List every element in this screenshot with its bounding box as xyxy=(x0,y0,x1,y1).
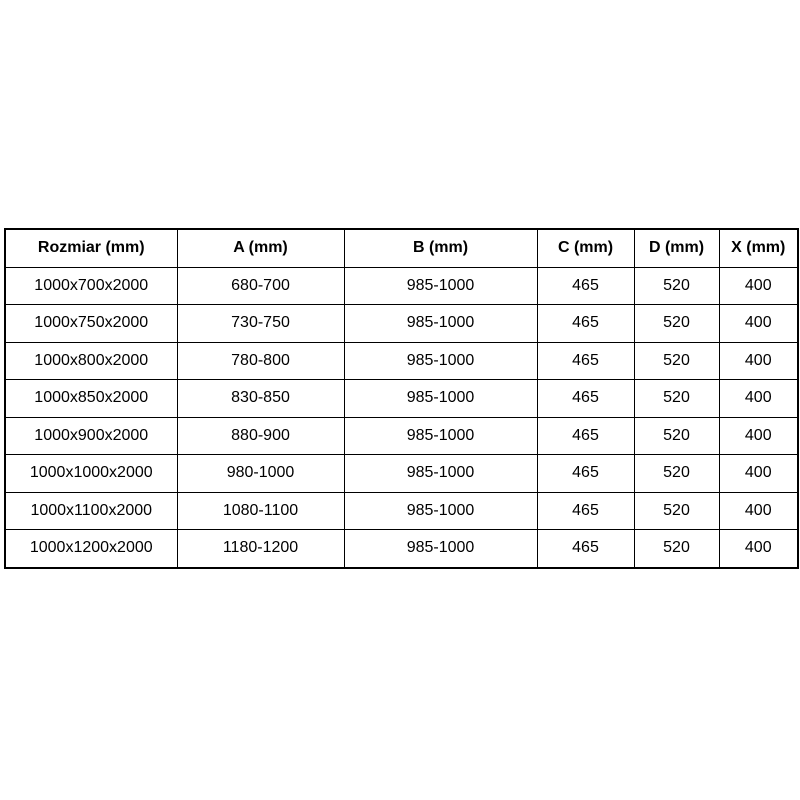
cell-c: 465 xyxy=(537,267,634,305)
cell-a: 680-700 xyxy=(177,267,344,305)
cell-b: 985-1000 xyxy=(344,492,537,530)
cell-x: 400 xyxy=(719,342,798,380)
cell-d: 520 xyxy=(634,305,719,343)
table-row xyxy=(5,380,798,418)
column-header-x: X (mm) xyxy=(719,229,798,267)
cell-d: 520 xyxy=(634,417,719,455)
cell-b: 985-1000 xyxy=(344,380,537,418)
cell-a: 1080-1100 xyxy=(177,492,344,530)
table-row xyxy=(5,455,798,493)
cell-d: 520 xyxy=(634,267,719,305)
cell-rozmiar: 1000x750x2000 xyxy=(5,305,177,343)
column-header-b: B (mm) xyxy=(344,229,537,267)
table-row xyxy=(5,530,798,568)
cell-a: 830-850 xyxy=(177,380,344,418)
cell-x: 400 xyxy=(719,492,798,530)
cell-b: 985-1000 xyxy=(344,417,537,455)
cell-x: 400 xyxy=(719,267,798,305)
table-row xyxy=(5,267,798,305)
cell-c: 465 xyxy=(537,342,634,380)
cell-a: 780-800 xyxy=(177,342,344,380)
cell-x: 400 xyxy=(719,417,798,455)
cell-d: 520 xyxy=(634,342,719,380)
table-row xyxy=(5,305,798,343)
cell-rozmiar: 1000x700x2000 xyxy=(5,267,177,305)
cell-a: 1180-1200 xyxy=(177,530,344,568)
cell-rozmiar: 1000x1000x2000 xyxy=(5,455,177,493)
cell-b: 985-1000 xyxy=(344,342,537,380)
table-header-row xyxy=(5,229,798,267)
table-row xyxy=(5,417,798,455)
cell-b: 985-1000 xyxy=(344,305,537,343)
cell-d: 520 xyxy=(634,455,719,493)
cell-rozmiar: 1000x1200x2000 xyxy=(5,530,177,568)
cell-d: 520 xyxy=(634,530,719,568)
cell-c: 465 xyxy=(537,305,634,343)
cell-c: 465 xyxy=(537,530,634,568)
cell-x: 400 xyxy=(719,530,798,568)
size-specification-table xyxy=(4,228,799,569)
cell-b: 985-1000 xyxy=(344,455,537,493)
cell-b: 985-1000 xyxy=(344,530,537,568)
column-header-c: C (mm) xyxy=(537,229,634,267)
cell-x: 400 xyxy=(719,305,798,343)
cell-x: 400 xyxy=(719,380,798,418)
column-header-a: A (mm) xyxy=(177,229,344,267)
cell-rozmiar: 1000x900x2000 xyxy=(5,417,177,455)
table-row xyxy=(5,492,798,530)
column-header-d: D (mm) xyxy=(634,229,719,267)
cell-rozmiar: 1000x1100x2000 xyxy=(5,492,177,530)
cell-rozmiar: 1000x800x2000 xyxy=(5,342,177,380)
cell-a: 730-750 xyxy=(177,305,344,343)
cell-a: 880-900 xyxy=(177,417,344,455)
cell-c: 465 xyxy=(537,417,634,455)
cell-d: 520 xyxy=(634,492,719,530)
cell-rozmiar: 1000x850x2000 xyxy=(5,380,177,418)
column-header-rozmiar: Rozmiar (mm) xyxy=(5,229,177,267)
cell-c: 465 xyxy=(537,455,634,493)
cell-c: 465 xyxy=(537,492,634,530)
cell-b: 985-1000 xyxy=(344,267,537,305)
cell-d: 520 xyxy=(634,380,719,418)
cell-c: 465 xyxy=(537,380,634,418)
cell-x: 400 xyxy=(719,455,798,493)
table-row xyxy=(5,342,798,380)
cell-a: 980-1000 xyxy=(177,455,344,493)
